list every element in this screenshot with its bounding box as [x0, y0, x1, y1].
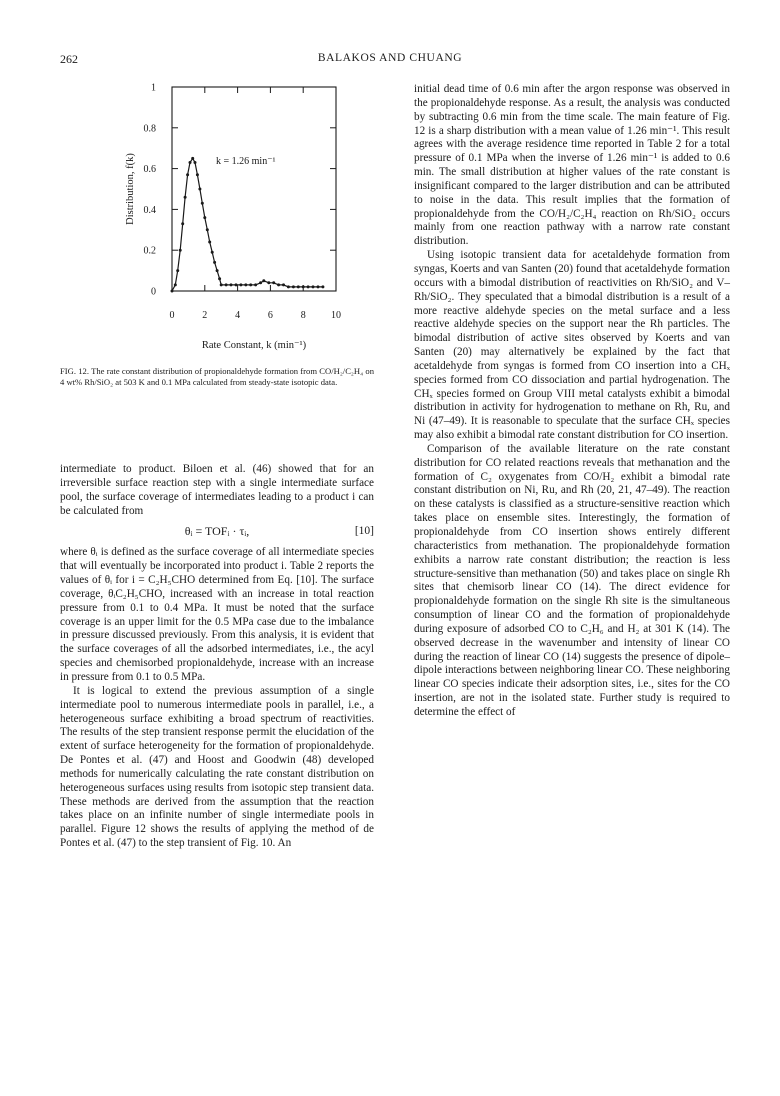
data-point: [198, 188, 201, 191]
x-tick-label: 2: [202, 310, 208, 321]
x-tick-label: 4: [235, 310, 241, 321]
data-point: [259, 281, 262, 284]
y-tick-label: 0.8: [143, 123, 156, 135]
left-column: [60, 463, 374, 851]
equation-number: [10]: [354, 525, 374, 538]
data-point: [216, 269, 219, 272]
right-column: [414, 83, 730, 720]
data-point: [213, 261, 216, 264]
paragraph: initial dead time of 0.6 min after the argon response was observed in the propionaldehyde response. As a result, the analysis was conducted by subtracting 0.6 min from the time scale. The main feature of Fig. 12 is a sharp distribution with a mean value of 1.26 min⁻¹. This result agrees with the average residence time reported in Table 2 for a total pressure of 0.1 MPa when the inverse of 1.26 min⁻¹ is added to 0.6 min. The small distribution at higher values of the rate constant is insignificant compared to the larger distribution and can be attributed to noise in the data. This result implies that the formation of propionaldehyde from the CO/H₂/C₂H₄ reaction on Rh/SiO₂ occurs mainly from one reaction pathway with a narrow rate constant distribution.: [414, 83, 730, 248]
data-point: [312, 285, 315, 288]
rate-constant-distribution-chart: [58, 82, 376, 352]
data-point: [191, 157, 194, 160]
data-point: [225, 283, 228, 286]
x-tick-label: 0: [169, 310, 175, 321]
x-tick-label: 8: [300, 310, 306, 321]
figure-caption: FIG. 12. The rate constant distribution of propionaldehyde formation from CO/H₂/C₂H₄ on 4 wt% Rh/SiO₂ at 503 K and 0.1 MPa calculated from steady-state isotopic data.: [60, 366, 374, 387]
x-axis-label: Rate Constant, k (min⁻¹): [201, 340, 307, 351]
equation-body: θᵢ = TOFᵢ · τᵢ,: [184, 524, 250, 539]
data-point: [181, 222, 184, 225]
data-point: [230, 283, 233, 286]
y-axis-label: Distribution, f(k): [125, 153, 136, 225]
paragraph: intermediate to product. Biloen et al. (46) showed that for an irreversible surface reaction step with a single intermediate surface pool, the surface coverage of intermediates leading to a product i can be calculated from: [60, 463, 374, 517]
data-point: [189, 161, 192, 164]
paragraph: It is logical to extend the previous assumption of a single intermediate pool to numerous intermediate pools in parallel, i.e., a heterogeneous surface exhibiting a broad spectrum of reactivities. The results of the step transient response permit the elucidation of the extent of surface heterogeneity for the formation of propionaldehyde. De Pontes et al. (47) and Hoost and Goodwin (48) developed methods for numerically calculating the rate constant distribution on heterogeneous surfaces using results from isotopic step transient data. These methods are derived from the assumption that the reaction takes place on an infinite number of single intermediate pools in parallel. Figure 12 shows the results of applying the method of de Pontes et al. (47) to the step transient of Fig. 10. An: [60, 684, 374, 850]
data-point: [184, 196, 187, 199]
figure-12: [58, 82, 376, 352]
data-point: [307, 285, 310, 288]
y-tick-label: 0: [151, 286, 156, 298]
y-tick-label: 0.2: [143, 245, 156, 257]
data-point: [203, 216, 206, 219]
data-point: [302, 285, 305, 288]
data-point: [272, 281, 275, 284]
data-point: [254, 283, 257, 286]
data-point: [220, 283, 223, 286]
data-point: [239, 283, 242, 286]
data-point: [267, 281, 270, 284]
data-point: [249, 283, 252, 286]
data-point: [262, 279, 265, 282]
data-point: [179, 249, 182, 252]
data-point: [282, 283, 285, 286]
chart-annotation: k = 1.26 min⁻¹: [216, 156, 276, 167]
paragraph: where θᵢ is defined as the surface coverage of all intermediate species that will eventually be incorporated into product i. Table 2 reports the values of θᵢ for i = C₂H₅CHO determined from Eq. [10]. The surface coverage, θᵢC₂H₅CHO, increased with an increase in total reaction pressure from 0.1 to 0.4 MPa. It must be noted that the surface coverage is an upper limit for the 0.5 MPa case due to the imbalance in pressure discussed previously. From this analysis, it is evident that the surface coverages of all the adsorbed intermediates, i.e., the acyl species and chemisorbed propionaldehyde, increase with an increase in pressure from 0.1 to 0.5 MPa.: [60, 546, 374, 683]
equation: [60, 518, 374, 546]
data-point: [292, 285, 295, 288]
data-point: [277, 283, 280, 286]
data-point: [194, 161, 197, 164]
distribution-curve: [172, 158, 323, 291]
x-tick-label: 10: [331, 310, 341, 321]
plot-frame: [172, 87, 336, 291]
y-tick-label: 1: [151, 82, 156, 94]
data-point: [186, 173, 189, 176]
x-tick-label: 6: [267, 310, 273, 321]
data-point: [297, 285, 300, 288]
data-point: [206, 228, 209, 231]
paragraph: Using isotopic transient data for acetaldehyde formation from syngas, Koerts and van Santen (20) found that acetaldehyde formation occurs with a bimodal distribution of reactivities on Rh/SiO₂ and V–Rh/SiO₂. They speculated that a bimodal distribution is a result of a more reactive aldehyde species on the metal surface and a less reactive aldehyde species on the support near the Rh particles. The bimodal distribution of active sites observed by Koerts and van Santen (20) may alternatively be explained by the fact that acetaldehyde from syngas is formed from CO insertion into a CHₓ species formed from CO dissociation and partial hydrogenation. The CHₓ species formed on Group VIII metal catalysts exhibit a bimodal distribution in activity for hydrogenation to methane on Rh, Ru, and Ni (47–49). It is reasonable to speculate that the surface CHₓ species may also exhibit a bimodal rate constant distribution for CO insertion.: [414, 249, 730, 442]
data-point: [287, 285, 290, 288]
page-number: 262: [60, 52, 78, 66]
data-point: [235, 283, 238, 286]
data-point: [171, 290, 174, 293]
data-point: [211, 251, 214, 254]
paragraph: Comparison of the available literature on the rate constant distribution for CO related reactions reveals that methanation and the formation of C₂ oxygenates from CO/H₂ exhibit a bimodal rate constant distribution on Ni, Ru, and Rh (20, 21, 47–49). The reaction on these catalysts is classified as a structure-sensitive reaction which takes place on ensemble sites. Interestingly, the formation of propionaldehyde from CO insertion shows entirely different characteristics from methanation. The propionaldehyde formation exhibits a narrow rate constant distribution; the reaction is less structure-sensitive than methanation (50) and takes place on single Rh sites that chemisorb linear CO (14). The direct evidence for propionaldehyde formation on the single Rh site is the simultaneous consumption of linear CO and the formation of propionaldehyde during exposure of adsorbed CO to C₂H₆ and H₂ at 301 K (14). The observed decrease in the wavenumber and intensity of linear CO during the reaction of linear CO (14) suggests the presence of dipole–dipole interactions between neighboring linear CO. These neighboring linear CO species indicate their adsorption sites, i.e., sites for the CO insertion, are not in the isolated state. Further study is required to determine the effect of: [414, 442, 730, 718]
data-point: [321, 285, 324, 288]
data-point: [244, 283, 247, 286]
y-tick-label: 0.4: [143, 204, 156, 216]
data-point: [176, 269, 179, 272]
y-tick-label: 0.6: [143, 164, 156, 176]
data-point: [196, 173, 199, 176]
data-point: [208, 241, 211, 244]
data-point: [317, 285, 320, 288]
data-point: [218, 277, 221, 280]
running-head: BALAKOS AND CHUANG: [317, 52, 463, 64]
data-point: [201, 202, 204, 205]
data-point: [174, 283, 177, 286]
